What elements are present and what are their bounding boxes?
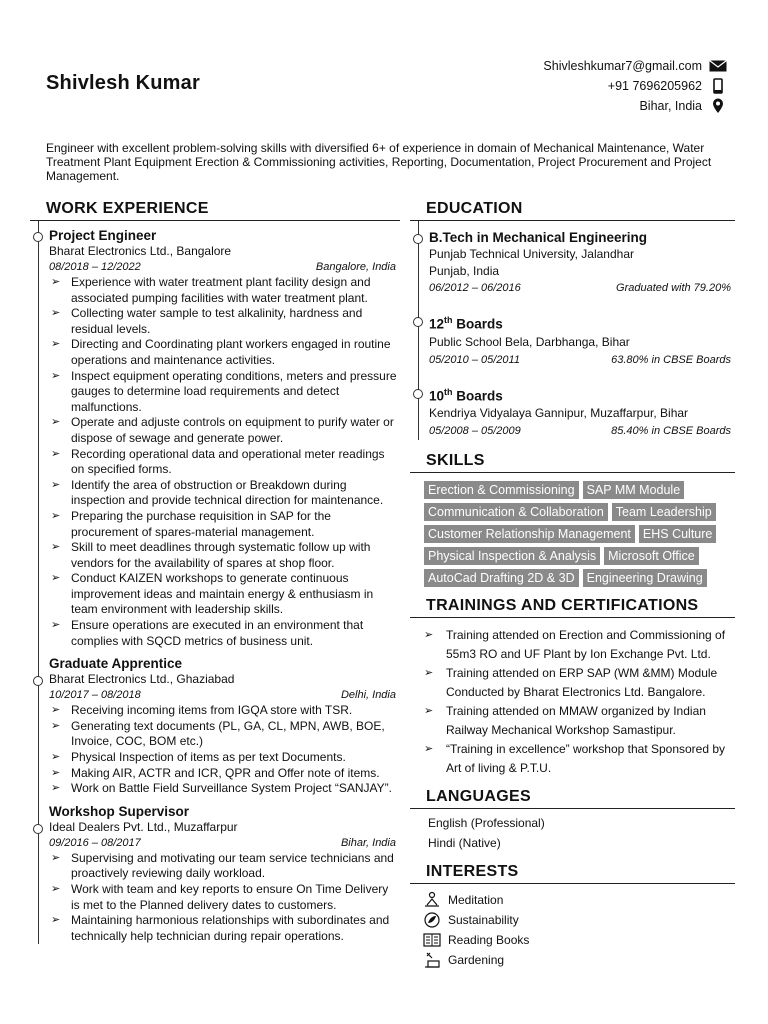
bullet-item: ➢ Preparing the purchase requisition in SAP for the procurement of spares-material management. — [49, 509, 400, 540]
education-dates-row — [429, 422, 735, 440]
bullet-item: ➢ Making AIR, ACTR and ICR, QPR and Offer note of items. — [49, 766, 400, 782]
bullet-item: ➢ Supervising and motivating our team service technicians and proactively reviewing daily workload. — [49, 851, 400, 882]
email-text[interactable]: Shivleshkumar7@gmail.com — [543, 59, 702, 73]
job-company: Bharat Electronics Ltd., Bangalore — [49, 244, 232, 258]
job-bullets — [49, 703, 400, 797]
education-result: Graduated with 79.20% — [616, 282, 731, 294]
job-dates-row — [49, 259, 400, 275]
job-location: Bihar, India — [340, 836, 396, 849]
book-icon — [422, 931, 442, 949]
bullet-item: ➢ Maintaining harmonious relationships with subordinates and technically help technician during repair operations. — [49, 913, 400, 944]
education-entry — [429, 297, 735, 369]
skill-tag: Physical Inspection & Analysis — [424, 547, 600, 565]
interest-label: Meditation — [448, 893, 504, 907]
gardening-icon — [422, 951, 442, 969]
work-experience-heading: WORK EXPERIENCE — [30, 200, 400, 221]
interests-section — [410, 863, 735, 970]
skill-tag: SAP MM Module — [583, 481, 685, 499]
school-place: Punjab, India — [429, 264, 500, 278]
languages-heading: LANGUAGES — [410, 788, 735, 809]
languages-section — [410, 788, 735, 853]
interest-item — [410, 930, 735, 950]
job-dates: 08/2018 – 12/2022 — [49, 261, 141, 273]
degree-title: 12th Boards — [429, 315, 503, 332]
bullet-item: ➢ Generating text documents (PL, GA, CL, MPN, AWB, BOE, Invoice, COC, BOM etc.) — [49, 719, 400, 750]
job-title: Workshop Supervisor — [49, 803, 190, 819]
work-experience-section — [30, 200, 400, 944]
interest-label: Gardening — [448, 953, 505, 967]
job-title: Graduate Apprentice — [49, 656, 183, 672]
phone-icon — [708, 78, 728, 94]
job-entry — [49, 797, 400, 945]
school-name: Kendriya Vidyalaya Gannipur, Muzaffarpur, Bihar — [429, 406, 689, 420]
language-item: Hindi (Native) — [428, 836, 501, 850]
timeline-dot — [33, 676, 43, 686]
language-item: English (Professional) — [428, 816, 545, 830]
school-name: Public School Bela, Darbhanga, Bihar — [429, 334, 630, 349]
education-dates: 05/2010 – 05/2011 — [429, 353, 520, 366]
interest-item — [410, 890, 735, 910]
right-column — [410, 200, 735, 970]
education-section — [410, 200, 735, 440]
education-heading: EDUCATION — [410, 200, 735, 221]
meditation-icon — [422, 891, 442, 909]
job-bullets — [49, 275, 400, 649]
bullet-item: ➢ Inspect equipment operating conditions, meters and pressure gauges to determine load requirements and detect malfunctions. — [49, 369, 400, 416]
timeline-dot — [413, 317, 423, 327]
skill-tag: Microsoft Office — [604, 547, 699, 565]
bullet-item: ➢ Identify the area of obstruction or Breakdown during inspection and provide technical direction for maintenance. — [49, 478, 400, 509]
trainings-heading: TRAININGS AND CERTIFICATIONS — [410, 597, 735, 618]
education-entry — [429, 221, 735, 297]
skills-tags — [410, 473, 735, 587]
bullet-item: ➢ Work with team and key reports to ensure On Time Delivery is met to the Planned delivery dates to customers. — [49, 882, 400, 913]
location-pin-icon — [708, 98, 728, 114]
education-dates: 05/2008 – 05/2009 — [429, 425, 521, 437]
bullet-item: ➢ Ensure operations are executed in an environment that complies with SQCD metrics of business unit. — [49, 618, 400, 649]
education-entry — [429, 369, 735, 441]
bullet-item: ➢ Collecting water sample to test alkalinity, hardness and residual levels. — [49, 306, 400, 337]
job-location: Delhi, India — [340, 689, 396, 702]
phone-text: +91 7696205962 — [607, 79, 702, 93]
job-dates: 09/2016 – 08/2017 — [49, 836, 141, 849]
skill-tag: Communication & Collaboration — [424, 503, 608, 521]
interests-heading: INTERESTS — [410, 863, 735, 884]
candidate-name: Shivlesh Kumar — [46, 72, 200, 94]
job-dates-row — [49, 687, 400, 703]
contact-block — [543, 56, 728, 116]
job-company: Ideal Dealers Pvt. Ltd., Muzaffarpur — [49, 819, 238, 834]
bullet-item: ➢ Directing and Coordinating plant workers engaged in routine operations and maintenance activities. — [49, 337, 400, 368]
skill-tag: Team Leadership — [612, 503, 716, 521]
skill-tag: AutoCad Drafting 2D & 3D — [424, 569, 579, 587]
skills-heading: SKILLS — [410, 452, 735, 473]
skills-section — [410, 452, 735, 587]
job-entry — [49, 649, 400, 797]
contact-location-row — [543, 96, 728, 116]
trainings-section — [410, 597, 735, 778]
training-item: ➢ Training attended on Erection and Commissioning of 55m3 RO and UF Plant by Ion Exchange Pvt. Ltd. — [410, 626, 735, 664]
professional-summary: Engineer with excellent problem-solving skills with diversified 6+ of experience in domain of Mechanical Maintenance, Water Treatment Plant Equipment Erection & Commissioning activities, Reporting, Documentation, Project Procurement and Project Management. — [46, 141, 712, 183]
skill-tag: Customer Relationship Management — [424, 525, 635, 543]
bullet-item: ➢ Skill to meet deadlines through systematic follow up with vendors for the availability of spares at shop floor. — [49, 540, 400, 571]
bullet-item: ➢ Experience with water treatment plant facility design and associated pumping facilities with water treatment plant. — [49, 275, 400, 306]
contact-email-row — [543, 56, 728, 76]
timeline-dot — [413, 389, 423, 399]
location-text: Bihar, India — [639, 99, 702, 113]
job-dates: 10/2017 – 08/2018 — [49, 689, 141, 702]
timeline-dot — [33, 824, 43, 834]
bullet-item: ➢ Physical Inspection of items as per text Documents. — [49, 750, 400, 766]
sustainability-icon — [422, 911, 442, 929]
envelope-icon — [708, 58, 728, 74]
trainings-list — [410, 626, 735, 778]
timeline-dot — [413, 234, 423, 244]
interest-label: Sustainability — [448, 913, 519, 927]
interest-label: Reading Books — [448, 933, 530, 947]
job-company: Bharat Electronics Ltd., Ghaziabad — [49, 672, 235, 687]
education-dates-row — [429, 280, 735, 297]
timeline-dot — [33, 232, 43, 242]
interest-item — [410, 950, 735, 970]
training-item: ➢ Training attended on MMAW organized by Indian Railway Mechanical Workshop Samastipur. — [410, 702, 735, 740]
job-entry — [49, 221, 400, 649]
training-item: ➢ Training attended on ERP SAP (WM &MM) Module Conducted by Bharat Electronics Ltd. Bangalore. — [410, 664, 735, 702]
bullet-item: ➢ Operate and adjuste controls on equipment to purify water or dispose of sewage and generate power. — [49, 415, 400, 446]
contact-phone-row — [543, 76, 728, 96]
education-dates-row — [429, 351, 735, 369]
education-result: 63.80% in CBSE Boards — [611, 353, 731, 366]
work-timeline — [38, 221, 400, 944]
job-bullets — [49, 851, 400, 945]
training-item: ➢ “Training in excellence” workshop that Sponsored by Art of living & P.T.U. — [410, 740, 735, 778]
job-title: Project Engineer — [49, 228, 157, 243]
interest-item — [410, 910, 735, 930]
education-timeline — [418, 221, 735, 440]
bullet-item: ➢ Receiving incoming items from IGQA store with TSR. — [49, 703, 400, 719]
job-location: Bangalore, India — [315, 261, 396, 273]
interests-list — [410, 884, 735, 970]
bullet-item: ➢ Work on Battle Field Surveillance System Project “SANJAY”. — [49, 781, 400, 797]
skill-tag: Erection & Commissioning — [424, 481, 579, 499]
skill-tag: Engineering Drawing — [583, 569, 707, 587]
bullet-item: ➢ Conduct KAIZEN workshops to generate continuous improvement ideas and maintain energy & enthusiasm in team environment with leadership skills. — [49, 571, 400, 618]
degree-title: B.Tech in Mechanical Engineering — [429, 230, 648, 245]
job-dates-row — [49, 835, 400, 851]
degree-title: 10th Boards — [429, 386, 503, 403]
bullet-item: ➢ Recording operational data and operational meter readings on specified forms. — [49, 447, 400, 478]
skill-tag: EHS Culture — [639, 525, 716, 543]
education-dates: 06/2012 – 06/2016 — [429, 282, 521, 294]
education-result: 85.40% in CBSE Boards — [611, 425, 731, 437]
school-name: Punjab Technical University, Jalandhar — [429, 247, 635, 261]
